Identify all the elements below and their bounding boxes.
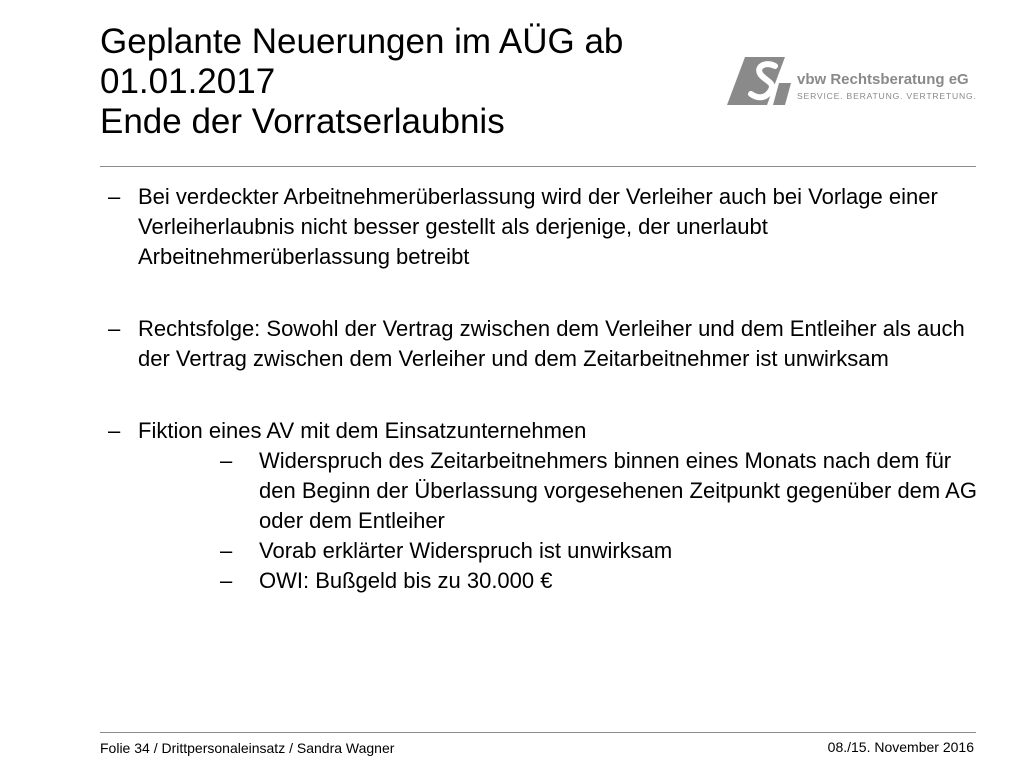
bullet-dash: – — [220, 448, 233, 473]
slide-body — [100, 182, 980, 596]
footer-slide-info: Folie 34 / Drittpersonaleinsatz / Sandra Wagner — [100, 740, 395, 756]
title-line: 01.01.2017 — [100, 62, 276, 101]
header-divider — [100, 166, 976, 167]
bullet-text: Fiktion eines AV mit dem Einsatzunternehmen — [138, 418, 587, 443]
footer-divider — [100, 732, 976, 733]
sub-bullet-text: Widerspruch des Zeitarbeitnehmers binnen eines Monats nach dem für den Beginn der Überlassung vorgesehenen Zeitpunkt gegenüber dem AG oder dem Entleiher — [259, 448, 977, 533]
sub-bullet-item — [100, 536, 980, 566]
bullet-text: Rechtsfolge: Sowohl der Vertrag zwischen dem Verleiher und dem Entleiher als auch der Vertrag zwischen dem Verleiher und dem Zeitarbeitnehmer ist unwirksam — [138, 316, 965, 371]
bullet-text: Bei verdeckter Arbeitnehmerüberlassung wird der Verleiher auch bei Vorlage einer Verleiherlaubnis nicht besser gestellt als derjenige, der unerlaubt Arbeitnehmerüberlassung betreibt — [138, 184, 938, 269]
bullet-item — [100, 182, 980, 272]
slide-title — [100, 22, 700, 142]
bullet-item — [100, 416, 980, 446]
bullet-dash: – — [220, 568, 233, 593]
bullet-item — [100, 314, 980, 374]
vbw-logo — [727, 57, 987, 109]
bullet-dash: – — [108, 418, 121, 443]
sub-bullet-text: Vorab erklärter Widerspruch ist unwirksam — [259, 538, 673, 563]
bullet-dash: – — [108, 184, 121, 209]
sub-bullet-item — [100, 566, 980, 596]
bullet-dash: – — [220, 538, 233, 563]
logo-tagline: SERVICE. BERATUNG. VERTRETUNG. — [797, 91, 977, 101]
sub-bullet-text: OWI: Bußgeld bis zu 30.000 € — [259, 568, 553, 593]
logo-name: vbw Rechtsberatung eG — [797, 71, 969, 88]
sub-bullet-item — [100, 446, 980, 536]
bullet-dash: – — [108, 316, 121, 341]
title-line: Ende der Vorratserlaubnis — [100, 102, 505, 141]
title-line: Geplante Neuerungen im AÜG ab — [100, 22, 624, 61]
footer-date: 08./15. November 2016 — [827, 739, 974, 755]
